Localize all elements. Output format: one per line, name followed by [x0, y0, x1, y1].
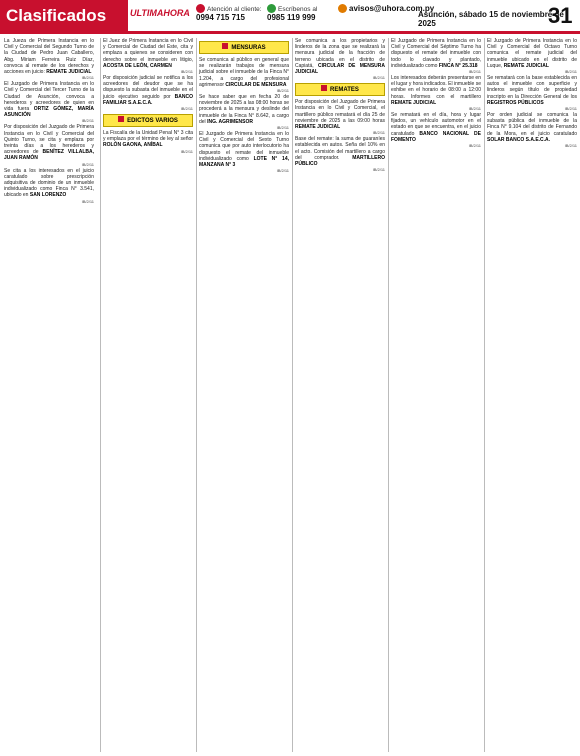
- column-2: [100, 38, 193, 752]
- email-icon: [338, 4, 347, 13]
- notice: Por disposición del Juzgado de Primera Instancia en lo Civil y Comercial, el martillero público rematará el día 25 de noviembre de 2025 a las 09:00 horas REMATE JUDICIAL IB/2/11: [295, 99, 385, 136]
- whatsapp-icon: [267, 4, 276, 13]
- notice: El Juzgado de Primera Instancia en lo Civil y Comercial del Tercer Turno de la Ciudad de Asunción, convoca a herederos y acreedores de quien en vida fuera ORTIZ GÓMEZ, MARÍA ASUNCIÓN IB/2/11: [4, 81, 94, 124]
- notice: El Juzgado de Primera Instancia en lo Civil y Comercial del Séptimo Turno ha dispuesto el remate del inmueble con todo lo clavado y plantado, individualizado como FINCA N° 25.318 IB/2/11: [391, 38, 481, 75]
- notice: El Juez de Primera Instancia en lo Civil y Comercial de Ciudad del Este, cita y emplaza a quienes se consideren con derecho sobre el inmueble en litigio, ACOSTA DE LEÓN, CARMEN IB/2/11: [103, 38, 193, 75]
- notice: El Juzgado de Primera Instancia en lo Civil y Comercial del Sexto Turno comunica que por auto interlocutorio ha dispuesto el remate del inmueble individualizado como LOTE N° 14, MANZANA N° 3 IB/2/11: [199, 131, 289, 174]
- notice: Se cita a los interesados en el juicio caratulado sobre prescripción adquisitiva de dominio de un inmueble individualizado como Finca N° 3.541, ubicado en SAN LORENZO IB/2/11: [4, 167, 94, 204]
- section-heading-edictos: EDICTOS VARIOS: [103, 114, 193, 127]
- section-marker-icon: [222, 43, 228, 49]
- phone-number: 0994 715 715: [196, 13, 245, 22]
- notice: Los interesados deberán presentarse en el lugar y hora indicados. El inmueble se exhibe en el horario de 08:00 a 12:00 horas. Informes con el martillero REMATE JUDICIAL IB/2/11: [391, 75, 481, 112]
- column-4: [292, 38, 385, 752]
- notice: Base del remate: la suma de guaraníes establecida en autos. Seña del 10% en el acto. Comisión del martillero a cargo del comprador. MARTILLERO PÚBLICO IB/2/11: [295, 136, 385, 173]
- notice: El Juzgado de Primera Instancia en lo Civil y Comercial del Octavo Turno comunica el remate judicial del inmueble ubicado en el distrito de Luque, REMATE JUDICIAL IB/2/11: [487, 38, 577, 75]
- section-marker-icon: [118, 116, 124, 122]
- column-3: [196, 38, 289, 752]
- phone-contact: [196, 4, 262, 23]
- page-header: [0, 0, 580, 34]
- column-5: [388, 38, 481, 752]
- page-number: 31: [548, 3, 573, 28]
- notice: Por disposición judicial se notifica a los acreedores del deudor que se ha dispuesto la subasta del inmueble en el juicio ejecutivo seguido por BANCO FAMILIAR S.A.E.C.A. IB/2/11: [103, 75, 193, 112]
- brand-name: ULTIMAHORA: [130, 8, 190, 18]
- whatsapp-label: Escríbenos al: [278, 6, 318, 13]
- column-6: [484, 38, 577, 752]
- phone-icon: [196, 4, 205, 13]
- section-marker-icon: [321, 85, 327, 91]
- notice: Se rematará en el día, hora y lugar fijados, un vehículo automotor en el estado en que se encuentra, en el juicio caratulado BANCO NACIONAL DE FOMENTO IB/2/11: [391, 112, 481, 149]
- notice: La Jueza de Primera Instancia en lo Civil y Comercial del Segundo Turno de la Ciudad de Pedro Juan Caballero, Abg. Miriam Ferreira Ruiz Díaz, convoca al remate de los derechos y acciones en juicio: REMATE JUDICIAL IB/2/11: [4, 38, 94, 81]
- notice: Se rematará con la base establecida en autos el inmueble con superficie y linderos según título de propiedad inscripto en la Dirección General de los REGISTROS PÚBLICOS IB/2/11: [487, 75, 577, 112]
- section-heading-remates: REMATES: [295, 83, 385, 96]
- whatsapp-number: 0985 119 999: [267, 13, 316, 22]
- notice: Por orden judicial se comunica la subasta pública del inmueble de la Finca N° 9.104 del distrito de Fernando de la Mora, en el juicio caratulado SOLAR BANCO S.A.E.C.A. IB/2/11: [487, 112, 577, 149]
- whatsapp-contact: [267, 4, 317, 23]
- notice: Se comunica al público en general que se realizarán trabajos de mensura judicial sobre el inmueble de la Finca N° 1.204, a cargo del profesional agrimensor CIRCULAR DE MENSURA IB/2/11: [199, 57, 289, 94]
- phone-label: Atención al cliente:: [207, 6, 262, 13]
- notice: Se comunica a los propietarios y linderos de la zona que se realizará la mensura judicial de la fracción de terreno ubicada en el distrito de Capiatá, CIRCULAR DE MENSURA JUDICIAL IB/2/11: [295, 38, 385, 81]
- notice: La Fiscalía de la Unidad Penal N° 3 cita y emplaza por el término de ley al señor ROLÓN GAONA, ANÍBAL IB/2/11: [103, 130, 193, 154]
- email-address: avisos@uhora.com.py: [349, 4, 435, 13]
- notice: Se hace saber que en fecha 20 de noviembre de 2025 a las 08:00 horas se procederá a la mensura y deslinde del inmueble de la Finca N° 8.642, a cargo del ING. AGRIMENSOR IB/2/11: [199, 94, 289, 131]
- issue-date: Asunción, sábado 15 de noviembre de 2025: [418, 10, 564, 28]
- notice: Por disposición del Juzgado de Primera Instancia en lo Civil y Comercial del Quinto Turno, se cita y emplaza por treinta días a los herederos y acreedores de BENÍTEZ VILLALBA, JUAN RAMÓN IB/2/11: [4, 124, 94, 167]
- classifieds-columns: [4, 38, 576, 752]
- section-heading-mensuras: MENSURAS: [199, 41, 289, 54]
- brand-logo: [130, 8, 190, 18]
- section-title: Clasificados: [0, 0, 128, 31]
- column-1: [4, 38, 94, 752]
